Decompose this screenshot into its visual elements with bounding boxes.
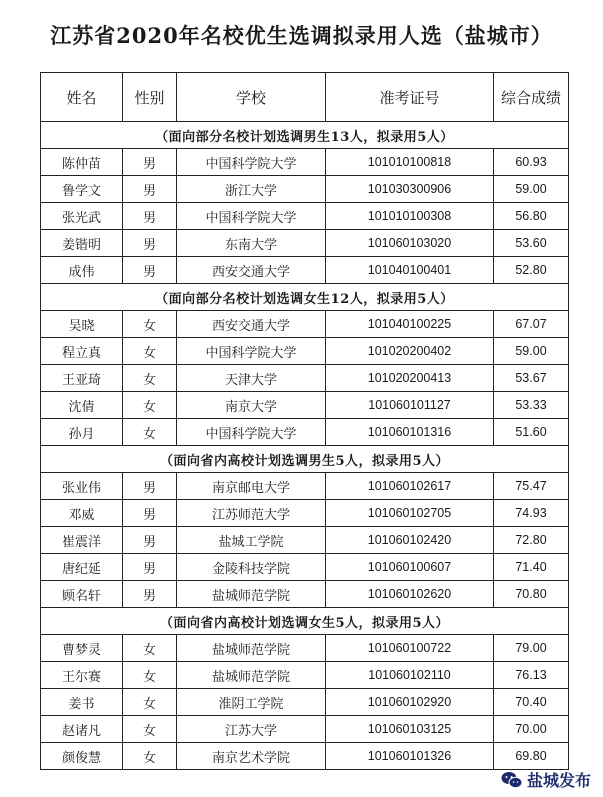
cell-school: 中国科学院大学 xyxy=(177,203,326,230)
table-row xyxy=(41,743,569,770)
cell-score: 70.00 xyxy=(494,716,569,743)
table-row xyxy=(41,689,569,716)
cell-gender: 男 xyxy=(123,581,177,608)
cell-score: 51.60 xyxy=(494,419,569,446)
col-header-score: 综合成绩 xyxy=(494,73,569,122)
cell-name: 崔震洋 xyxy=(41,527,123,554)
cell-name: 姜锴明 xyxy=(41,230,123,257)
table-row xyxy=(41,392,569,419)
cell-exam-id: 101040100401 xyxy=(326,257,494,284)
cell-name: 赵诸凡 xyxy=(41,716,123,743)
cell-exam-id: 101020200402 xyxy=(326,338,494,365)
cell-score: 59.00 xyxy=(494,176,569,203)
cell-score: 53.67 xyxy=(494,365,569,392)
table-row xyxy=(41,635,569,662)
cell-gender: 男 xyxy=(123,257,177,284)
table-row xyxy=(41,149,569,176)
cell-score: 74.93 xyxy=(494,500,569,527)
cell-score: 69.80 xyxy=(494,743,569,770)
cell-score: 70.80 xyxy=(494,581,569,608)
table-row xyxy=(41,554,569,581)
cell-score: 76.13 xyxy=(494,662,569,689)
cell-exam-id: 101060101326 xyxy=(326,743,494,770)
cell-gender: 男 xyxy=(123,203,177,230)
table-row xyxy=(41,176,569,203)
cell-name: 孙月 xyxy=(41,419,123,446)
cell-school: 南京邮电大学 xyxy=(177,473,326,500)
cell-name: 唐纪延 xyxy=(41,554,123,581)
cell-name: 成伟 xyxy=(41,257,123,284)
cell-name: 吴晓 xyxy=(41,311,123,338)
cell-name: 张业伟 xyxy=(41,473,123,500)
cell-score: 60.93 xyxy=(494,149,569,176)
cell-score: 71.40 xyxy=(494,554,569,581)
col-header-school: 学校 xyxy=(177,73,326,122)
cell-exam-id: 101030300906 xyxy=(326,176,494,203)
cell-score: 53.33 xyxy=(494,392,569,419)
cell-school: 金陵科技学院 xyxy=(177,554,326,581)
cell-gender: 女 xyxy=(123,743,177,770)
cell-school: 中国科学院大学 xyxy=(177,149,326,176)
cell-exam-id: 101060100722 xyxy=(326,635,494,662)
cell-exam-id: 101060102617 xyxy=(326,473,494,500)
cell-score: 67.07 xyxy=(494,311,569,338)
cell-school: 中国科学院大学 xyxy=(177,338,326,365)
cell-name: 张光武 xyxy=(41,203,123,230)
cell-name: 陈仲苗 xyxy=(41,149,123,176)
table-row xyxy=(41,527,569,554)
cell-exam-id: 101060103020 xyxy=(326,230,494,257)
cell-school: 盐城师范学院 xyxy=(177,662,326,689)
cell-gender: 男 xyxy=(123,527,177,554)
cell-name: 顾名轩 xyxy=(41,581,123,608)
cell-name: 程立真 xyxy=(41,338,123,365)
cell-score: 56.80 xyxy=(494,203,569,230)
table-row xyxy=(41,257,569,284)
cell-gender: 女 xyxy=(123,419,177,446)
cell-exam-id: 101060103125 xyxy=(326,716,494,743)
watermark-text: 盐城发布 xyxy=(526,771,591,790)
header-row xyxy=(41,73,569,122)
cell-school: 盐城工学院 xyxy=(177,527,326,554)
cell-school: 西安交通大学 xyxy=(177,311,326,338)
cell-exam-id: 101060102420 xyxy=(326,527,494,554)
cell-name: 邓威 xyxy=(41,500,123,527)
section-heading: （面向省内高校计划选调男生5人，拟录用5人） xyxy=(41,446,569,473)
table-row xyxy=(41,230,569,257)
cell-gender: 男 xyxy=(123,473,177,500)
cell-school: 中国科学院大学 xyxy=(177,419,326,446)
cell-school: 淮阴工学院 xyxy=(177,689,326,716)
cell-exam-id: 101060102620 xyxy=(326,581,494,608)
cell-school: 盐城师范学院 xyxy=(177,581,326,608)
cell-name: 曹梦灵 xyxy=(41,635,123,662)
cell-exam-id: 101010100308 xyxy=(326,203,494,230)
cell-score: 75.47 xyxy=(494,473,569,500)
cell-name: 鲁学文 xyxy=(41,176,123,203)
watermark xyxy=(501,768,591,791)
table-row xyxy=(41,473,569,500)
cell-name: 姜书 xyxy=(41,689,123,716)
cell-score: 59.00 xyxy=(494,338,569,365)
cell-school: 南京大学 xyxy=(177,392,326,419)
cell-name: 颜俊慧 xyxy=(41,743,123,770)
cell-exam-id: 101060102920 xyxy=(326,689,494,716)
cell-school: 天津大学 xyxy=(177,365,326,392)
cell-exam-id: 101060101316 xyxy=(326,419,494,446)
cell-gender: 女 xyxy=(123,716,177,743)
cell-gender: 女 xyxy=(123,365,177,392)
cell-school: 浙江大学 xyxy=(177,176,326,203)
cell-gender: 男 xyxy=(123,554,177,581)
section-heading-row xyxy=(41,608,569,635)
section-heading-row xyxy=(41,446,569,473)
cell-school: 西安交通大学 xyxy=(177,257,326,284)
section-heading: （面向省内高校计划选调女生5人，拟录用5人） xyxy=(41,608,569,635)
table-row xyxy=(41,581,569,608)
cell-exam-id: 101060102110 xyxy=(326,662,494,689)
table-row xyxy=(41,365,569,392)
cell-gender: 女 xyxy=(123,689,177,716)
cell-exam-id: 101060100607 xyxy=(326,554,494,581)
cell-exam-id: 101060102705 xyxy=(326,500,494,527)
cell-score: 53.60 xyxy=(494,230,569,257)
table-row xyxy=(41,311,569,338)
page-title: 江苏省2020年名校优生选调拟录用人选（盐城市） xyxy=(50,23,553,48)
cell-exam-id: 101040100225 xyxy=(326,311,494,338)
table-body xyxy=(41,122,569,770)
cell-score: 79.00 xyxy=(494,635,569,662)
table-row xyxy=(41,203,569,230)
table-row xyxy=(41,716,569,743)
cell-name: 王亚琦 xyxy=(41,365,123,392)
cell-gender: 男 xyxy=(123,176,177,203)
cell-gender: 女 xyxy=(123,662,177,689)
table-row xyxy=(41,500,569,527)
cell-school: 江苏师范大学 xyxy=(177,500,326,527)
col-header-exam-id: 准考证号 xyxy=(326,73,494,122)
col-header-gender: 性别 xyxy=(123,73,177,122)
cell-school: 南京艺术学院 xyxy=(177,743,326,770)
section-heading: （面向部分名校计划选调男生13人，拟录用5人） xyxy=(41,122,569,149)
candidate-table xyxy=(40,72,569,770)
cell-exam-id: 101010100818 xyxy=(326,149,494,176)
cell-score: 52.80 xyxy=(494,257,569,284)
section-heading-row xyxy=(41,122,569,149)
section-heading-row xyxy=(41,284,569,311)
cell-score: 70.40 xyxy=(494,689,569,716)
cell-gender: 男 xyxy=(123,500,177,527)
cell-school: 江苏大学 xyxy=(177,716,326,743)
cell-name: 沈倩 xyxy=(41,392,123,419)
table-row xyxy=(41,338,569,365)
cell-gender: 女 xyxy=(123,635,177,662)
cell-school: 东南大学 xyxy=(177,230,326,257)
section-heading: （面向部分名校计划选调女生12人，拟录用5人） xyxy=(41,284,569,311)
wechat-icon xyxy=(501,771,523,789)
cell-gender: 女 xyxy=(123,338,177,365)
cell-gender: 女 xyxy=(123,311,177,338)
cell-school: 盐城师范学院 xyxy=(177,635,326,662)
cell-exam-id: 101020200413 xyxy=(326,365,494,392)
cell-gender: 男 xyxy=(123,230,177,257)
table-row xyxy=(41,662,569,689)
col-header-name: 姓名 xyxy=(41,73,123,122)
table-row xyxy=(41,419,569,446)
cell-gender: 女 xyxy=(123,392,177,419)
cell-exam-id: 101060101127 xyxy=(326,392,494,419)
cell-score: 72.80 xyxy=(494,527,569,554)
cell-name: 王尔赛 xyxy=(41,662,123,689)
cell-gender: 男 xyxy=(123,149,177,176)
